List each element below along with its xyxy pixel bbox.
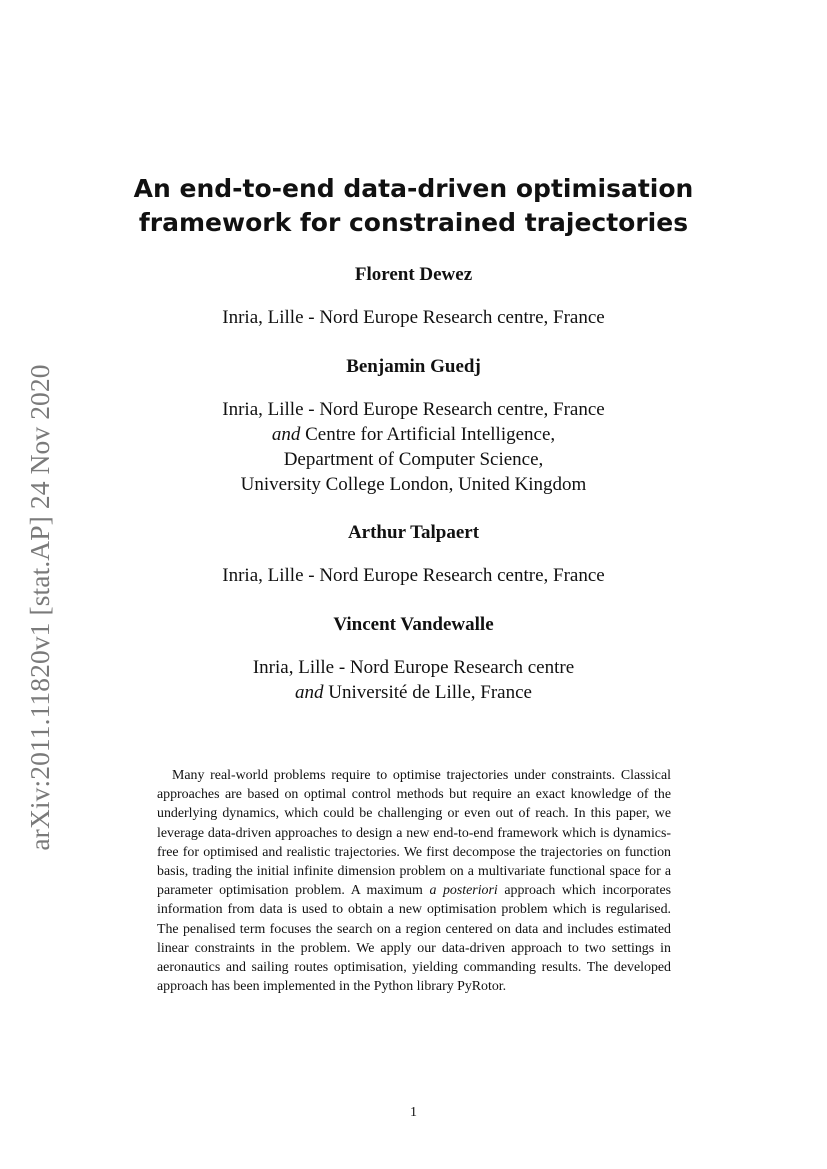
author-name: Florent Dewez xyxy=(354,264,473,285)
affiliation-line: University College London, United Kingdom xyxy=(240,474,587,495)
abstract-text: approach which incorporates information from data is used to obtain a new optimisation problem which is regularised. The penalised term focuses the search on a region centered on data and includes estimated linear constraints in the problem. We apply our data-driven approach to two settings in aeronautics and sailing routes optimisation, yielding commanding results. The developed approach has been implemented in the Python library PyRotor. xyxy=(157,883,672,995)
affiliation-line: Inria, Lille - Nord Europe Research centre, France xyxy=(222,307,605,328)
affiliation-line: Inria, Lille - Nord Europe Research centre xyxy=(252,657,575,678)
author-affiliation xyxy=(120,655,707,705)
author-name: Vincent Vandewalle xyxy=(333,614,494,635)
affiliation-line: Department of Computer Science, xyxy=(283,449,544,470)
arxiv-identifier-stamp xyxy=(20,355,60,860)
title-line-1: An end-to-end data-driven optimisation xyxy=(133,174,694,203)
abstract-emphasis: a posteriori xyxy=(429,883,498,899)
abstract-text: Many real-world problems require to optimise trajectories under constraints. Classical approaches are based on optimal control methods but require an exact knowledge of the underlying dynamics, which could be challenging or even out of reach. In this paper, we leverage data-driven approaches to design a new end-to-end framework which is dynamics-free for optimised and realistic trajectories. We first decompose the trajectories on function basis, trading the initial infinite dimension problem on a multivariate functional space for a parameter optimisation problem. A maximum xyxy=(157,768,671,899)
arxiv-identifier-text: arXiv:2011.11820v1 [stat.AP] 24 Nov 2020 xyxy=(24,364,55,851)
page-number: 1 xyxy=(410,1105,417,1120)
author-name: Arthur Talpaert xyxy=(347,522,480,543)
title-line-2: framework for constrained trajectories xyxy=(138,208,689,237)
author-affiliation xyxy=(120,305,707,330)
author-affiliation xyxy=(120,397,707,497)
paper-title xyxy=(100,172,727,240)
author-affiliation xyxy=(120,563,707,588)
author-name: Benjamin Guedj xyxy=(346,356,481,377)
affiliation-line: Inria, Lille - Nord Europe Research centre, France xyxy=(222,565,605,586)
affiliation-line: and Centre for Artificial Intelligence, xyxy=(271,424,556,445)
affiliation-line: Inria, Lille - Nord Europe Research centre, France xyxy=(222,399,605,420)
abstract xyxy=(157,766,671,996)
affiliation-line: and Université de Lille, France xyxy=(295,682,532,703)
